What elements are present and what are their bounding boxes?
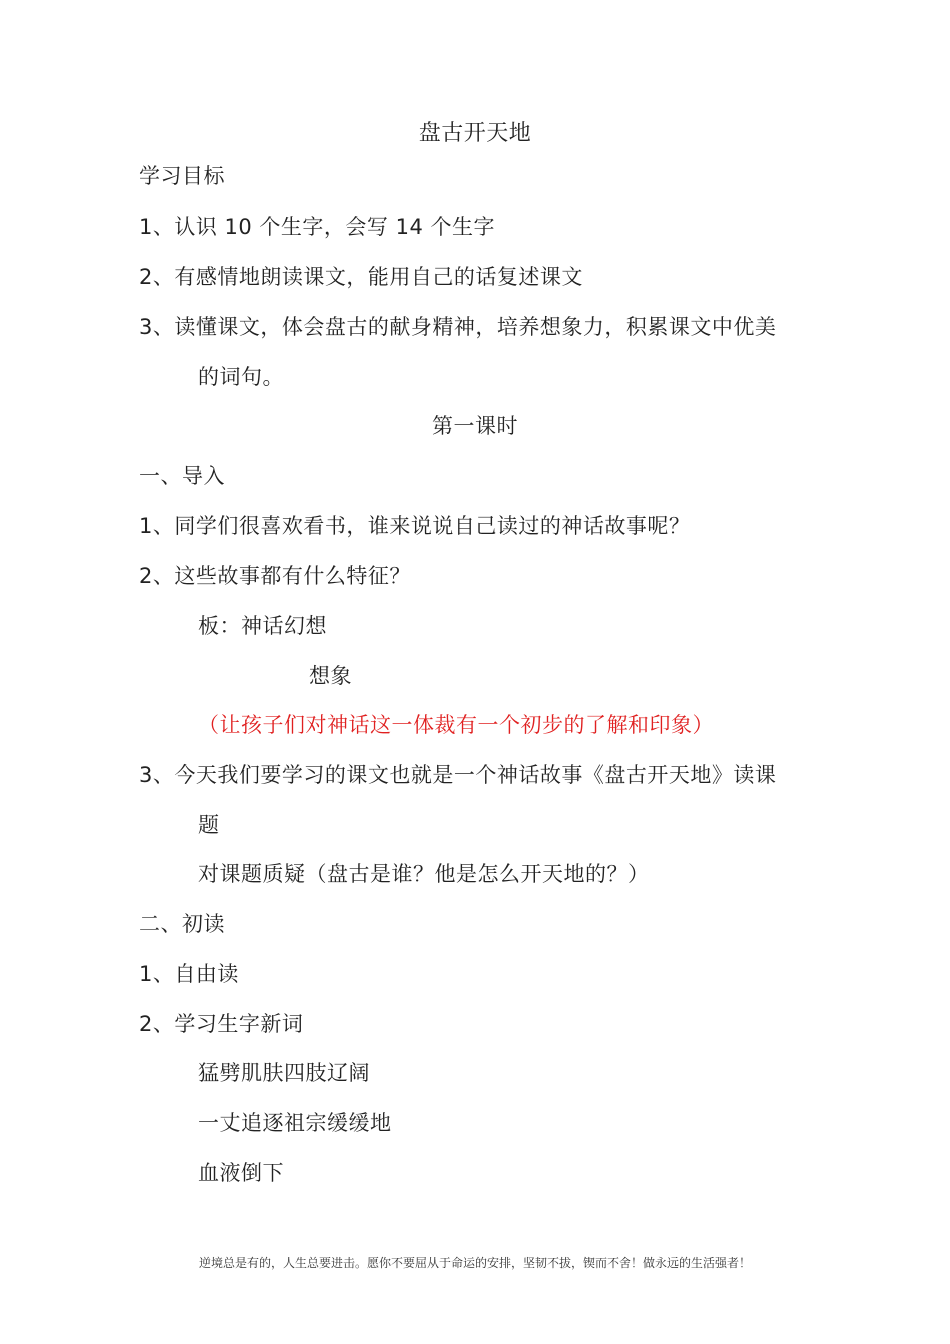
page-footer: 逆境总是有的，人生总要进击。愿你不要屈从于命运的安排，坚韧不拔，锲而不舍！做永远的生活强者！ <box>198 1256 751 1270</box>
board-note: 板：神话幻想 <box>198 614 327 638</box>
reading-item-1: 1、自由读 <box>139 962 239 986</box>
lesson-heading: 第一课时 <box>432 414 518 438</box>
reading-item-2: 2、学习生字新词 <box>139 1012 304 1036</box>
title-question: 对课题质疑（盘古是谁？他是怎么开天地的？） <box>198 862 650 886</box>
document-title: 盘古开天地 <box>418 121 532 146</box>
vocab-line-2: 一丈追逐祖宗缓缓地 <box>198 1111 392 1135</box>
objective-item-2: 2、有感情地朗读课文，能用自己的话复述课文 <box>139 265 583 289</box>
board-note-sub: 想象 <box>309 664 352 688</box>
intro-item-2: 2、这些故事都有什么特征？ <box>139 564 411 588</box>
intro-item-1: 1、同学们很喜欢看书，谁来说说自己读过的神话故事呢？ <box>139 514 691 538</box>
vocab-line-1: 猛劈肌肤四肢辽阔 <box>198 1061 370 1085</box>
intro-item-3: 3、今天我们要学习的课文也就是一个神话故事《盘古开天地》读课 <box>139 763 777 787</box>
objective-item-3: 3、读懂课文，体会盘古的献身精神，培养想象力，积累课文中优美 <box>139 315 777 339</box>
objective-item-1: 1、认识 10 个生字，会写 14 个生字 <box>139 215 496 239</box>
section-heading-intro: 一、导入 <box>139 464 225 488</box>
teaching-note: （让孩子们对神话这一体裁有一个初步的了解和印象） <box>198 713 714 737</box>
section-heading-first-reading: 二、初读 <box>139 912 225 936</box>
section-heading-objectives: 学习目标 <box>139 164 225 188</box>
objective-item-3-continuation: 的词句。 <box>198 365 284 389</box>
vocab-line-3: 血液倒下 <box>198 1161 284 1185</box>
intro-item-3-continuation: 题 <box>198 813 220 837</box>
